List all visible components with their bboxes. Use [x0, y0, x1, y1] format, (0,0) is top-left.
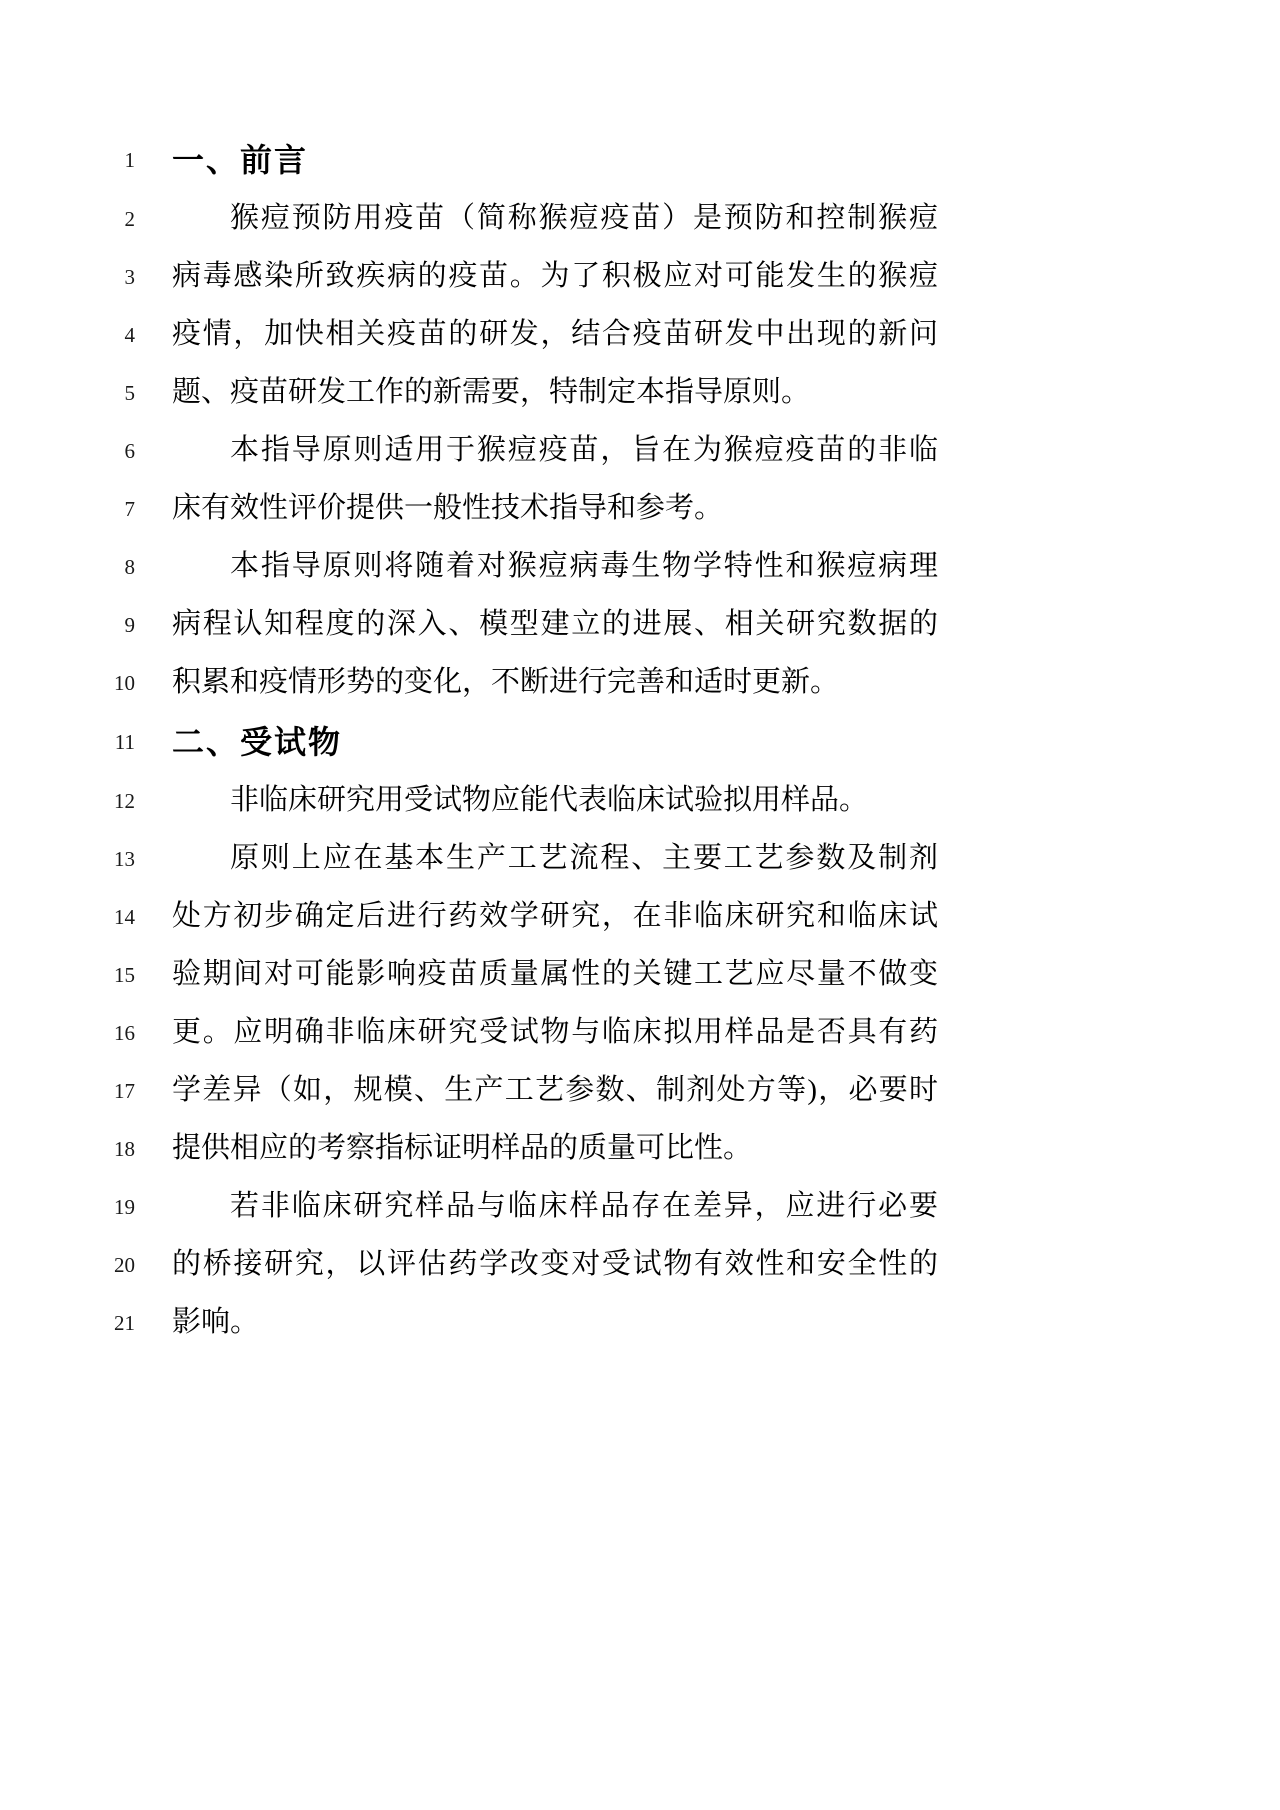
line-number: 5 — [124, 380, 135, 405]
line-number: 6 — [124, 438, 135, 463]
document-line — [0, 364, 1280, 422]
line-text: 处方初步确定后进行药效学研究，在非临床研究和临床试 — [172, 900, 938, 933]
document-line — [0, 1294, 1280, 1352]
line-text: 积累和疫情形势的变化，不断进行完善和适时更新。 — [172, 666, 840, 699]
line-number: 11 — [114, 729, 135, 754]
document-line — [0, 712, 1280, 772]
line-text: 题、疫苗研发工作的新需要，特制定本指导原则。 — [172, 376, 811, 409]
document-line — [0, 480, 1280, 538]
line-number: 4 — [124, 322, 135, 347]
line-number: 1 — [124, 147, 135, 172]
line-number: 20 — [114, 1252, 135, 1277]
line-text: 原则上应在基本生产工艺流程、主要工艺参数及制剂 — [230, 842, 938, 875]
document-line — [0, 1004, 1280, 1062]
line-text: 若非临床研究样品与临床样品存在差异，应进行必要 — [230, 1190, 938, 1223]
document-line — [0, 888, 1280, 946]
line-number: 15 — [114, 962, 135, 987]
line-number: 19 — [114, 1194, 135, 1219]
document-line — [0, 306, 1280, 364]
document-line — [0, 1120, 1280, 1178]
line-text: 验期间对可能影响疫苗质量属性的关键工艺应尽量不做变 — [172, 958, 938, 991]
line-number: 14 — [114, 904, 135, 929]
document-line — [0, 422, 1280, 480]
line-number: 18 — [114, 1136, 135, 1161]
line-text: 本指导原则适用于猴痘疫苗，旨在为猴痘疫苗的非临 — [230, 434, 938, 467]
line-number: 9 — [124, 612, 135, 637]
line-number: 12 — [114, 788, 135, 813]
document-line — [0, 1236, 1280, 1294]
line-number: 13 — [114, 846, 135, 871]
line-text: 的桥接研究，以评估药学改变对受试物有效性和安全性的 — [172, 1248, 938, 1281]
line-text: 更。应明确非临床研究受试物与临床拟用样品是否具有药 — [172, 1016, 938, 1049]
line-number: 21 — [114, 1310, 135, 1335]
line-text: 学差异（如，规模、生产工艺参数、制剂处方等)，必要时 — [172, 1074, 938, 1107]
line-number: 8 — [124, 554, 135, 579]
document-line — [0, 538, 1280, 596]
document-line — [0, 1062, 1280, 1120]
document-line — [0, 130, 1280, 190]
line-text: 病毒感染所致疾病的疫苗。为了积极应对可能发生的猴痘 — [172, 260, 938, 293]
document-line — [0, 830, 1280, 888]
line-text: 二、受试物 — [172, 723, 343, 760]
line-number: 7 — [124, 496, 135, 521]
document-line — [0, 596, 1280, 654]
document-line — [0, 772, 1280, 830]
line-text: 疫情，加快相关疫苗的研发，结合疫苗研发中出现的新问 — [172, 318, 938, 351]
document-line — [0, 190, 1280, 248]
line-number: 16 — [114, 1020, 135, 1045]
line-text: 猴痘预防用疫苗（简称猴痘疫苗）是预防和控制猴痘 — [230, 202, 938, 235]
line-text: 一、前言 — [172, 141, 309, 178]
document-body — [0, 130, 1280, 1352]
document-line — [0, 1178, 1280, 1236]
line-text: 提供相应的考察指标证明样品的质量可比性。 — [172, 1132, 753, 1165]
document-line — [0, 248, 1280, 306]
line-text: 影响。 — [172, 1306, 260, 1339]
line-text: 非临床研究用受试物应能代表临床试验拟用样品。 — [230, 784, 869, 817]
document-line — [0, 946, 1280, 1004]
line-number: 17 — [114, 1078, 135, 1103]
line-number: 3 — [124, 264, 135, 289]
line-number: 2 — [124, 206, 135, 231]
line-text: 床有效性评价提供一般性技术指导和参考。 — [172, 492, 724, 525]
line-text: 病程认知程度的深入、模型建立的进展、相关研究数据的 — [172, 608, 938, 641]
line-text: 本指导原则将随着对猴痘病毒生物学特性和猴痘病理 — [230, 550, 938, 583]
document-line — [0, 654, 1280, 712]
line-number: 10 — [114, 670, 135, 695]
